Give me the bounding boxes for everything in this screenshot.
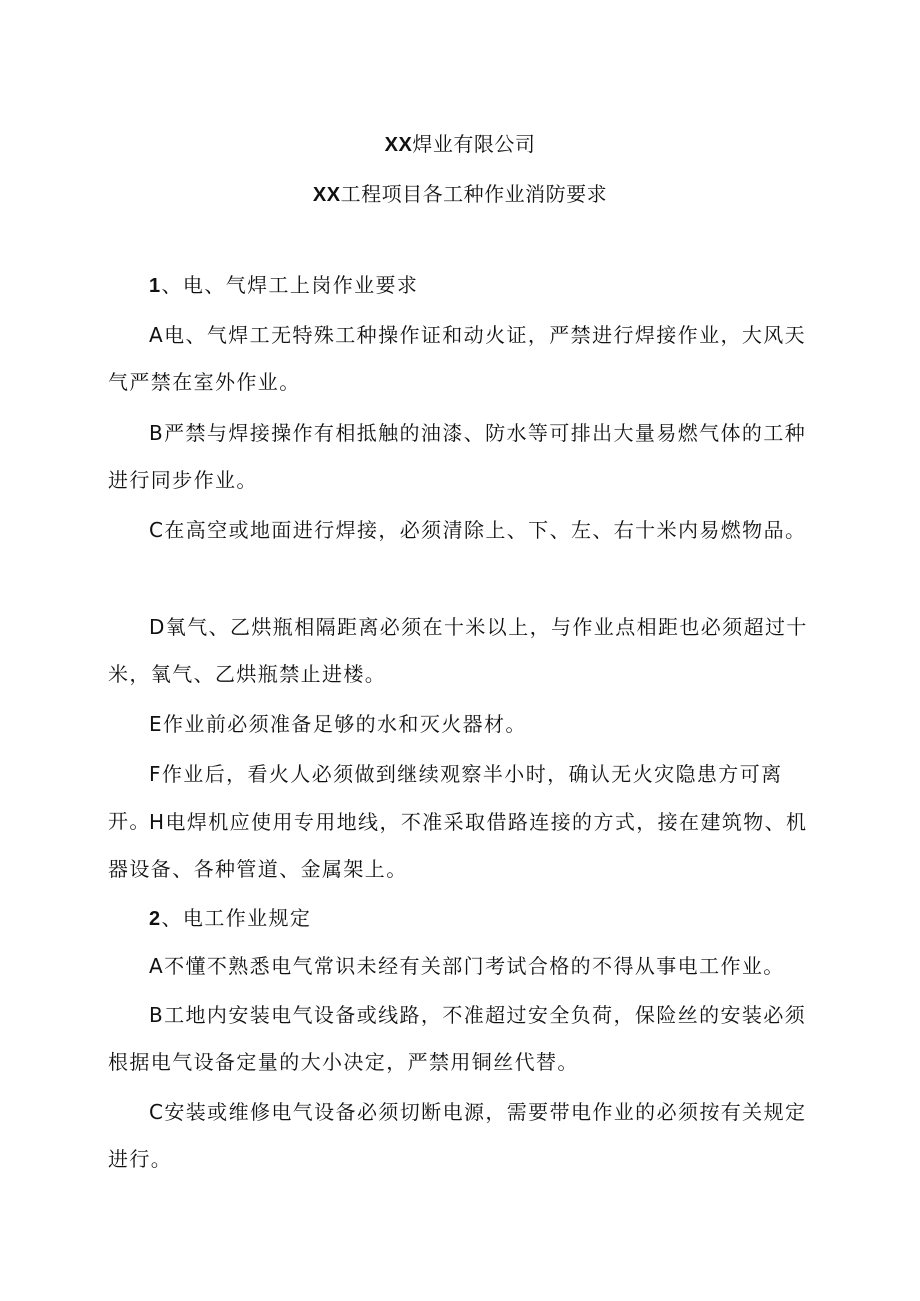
section-1-item-c: C在高空或地面进行焊接，必须清除上、下、左、右十米内易燃物品。	[149, 518, 807, 542]
section-1-item-h: H电焊机应使用专用地线，不准采取借路连接的方式，接在建筑物、机器设备、各种管道、金属架上。	[108, 810, 808, 881]
section-1-heading	[108, 262, 820, 310]
section-1-item-d: D氧气、乙烘瓶相隔距离必须在十米以上，与作业点相距也必须超过十米，氧气、乙烘瓶禁止进楼。	[108, 615, 808, 686]
company-prefix: XX	[384, 134, 413, 156]
section-1-item-e: E作业前必须准备足够的水和灭火器材。	[149, 712, 527, 736]
company-name	[0, 130, 920, 159]
section-2-item-b: B工地内安装电气设备或线路，不准超过安全负荷，保险丝的安装必须根据电气设备定量的大小决定，严禁用铜丝代替。	[108, 1003, 807, 1074]
section-2-heading	[108, 895, 820, 943]
company-name-text: 焊业有限公司	[412, 132, 536, 156]
section-2-number: 2	[149, 908, 162, 930]
section-1-item-b: B严禁与焊接操作有相抵触的油漆、防水等可排出大量易燃气体的工种进行同步作业。	[108, 421, 807, 492]
section-1-number: 1	[149, 275, 162, 297]
title-text: 工程项目各工种作业消防要求	[340, 182, 608, 206]
section-2-heading-text: 、电工作业规定	[161, 906, 312, 930]
document-title	[0, 180, 920, 209]
section-1-item-a: A电、气焊工无特殊工种操作证和动火证，严禁进行焊接作业，大风天气严禁在室外作业。	[108, 323, 807, 394]
title-prefix: XX	[312, 184, 341, 206]
section-2-item-a: A不懂不熟悉电气常识未经有关部门考试合格的不得从事电工作业。	[149, 954, 785, 978]
section-2-item-c: C安装或维修电气设备必须切断电源，需要带电作业的必须按有关规定进行。	[108, 1100, 807, 1171]
section-1-item-f: F作业后，看火人必须做到继续观察半小时，确认无火灾隐患方可离开。	[108, 762, 783, 833]
section-1-heading-text: 、电、气焊工上岗作业要求	[161, 273, 419, 297]
